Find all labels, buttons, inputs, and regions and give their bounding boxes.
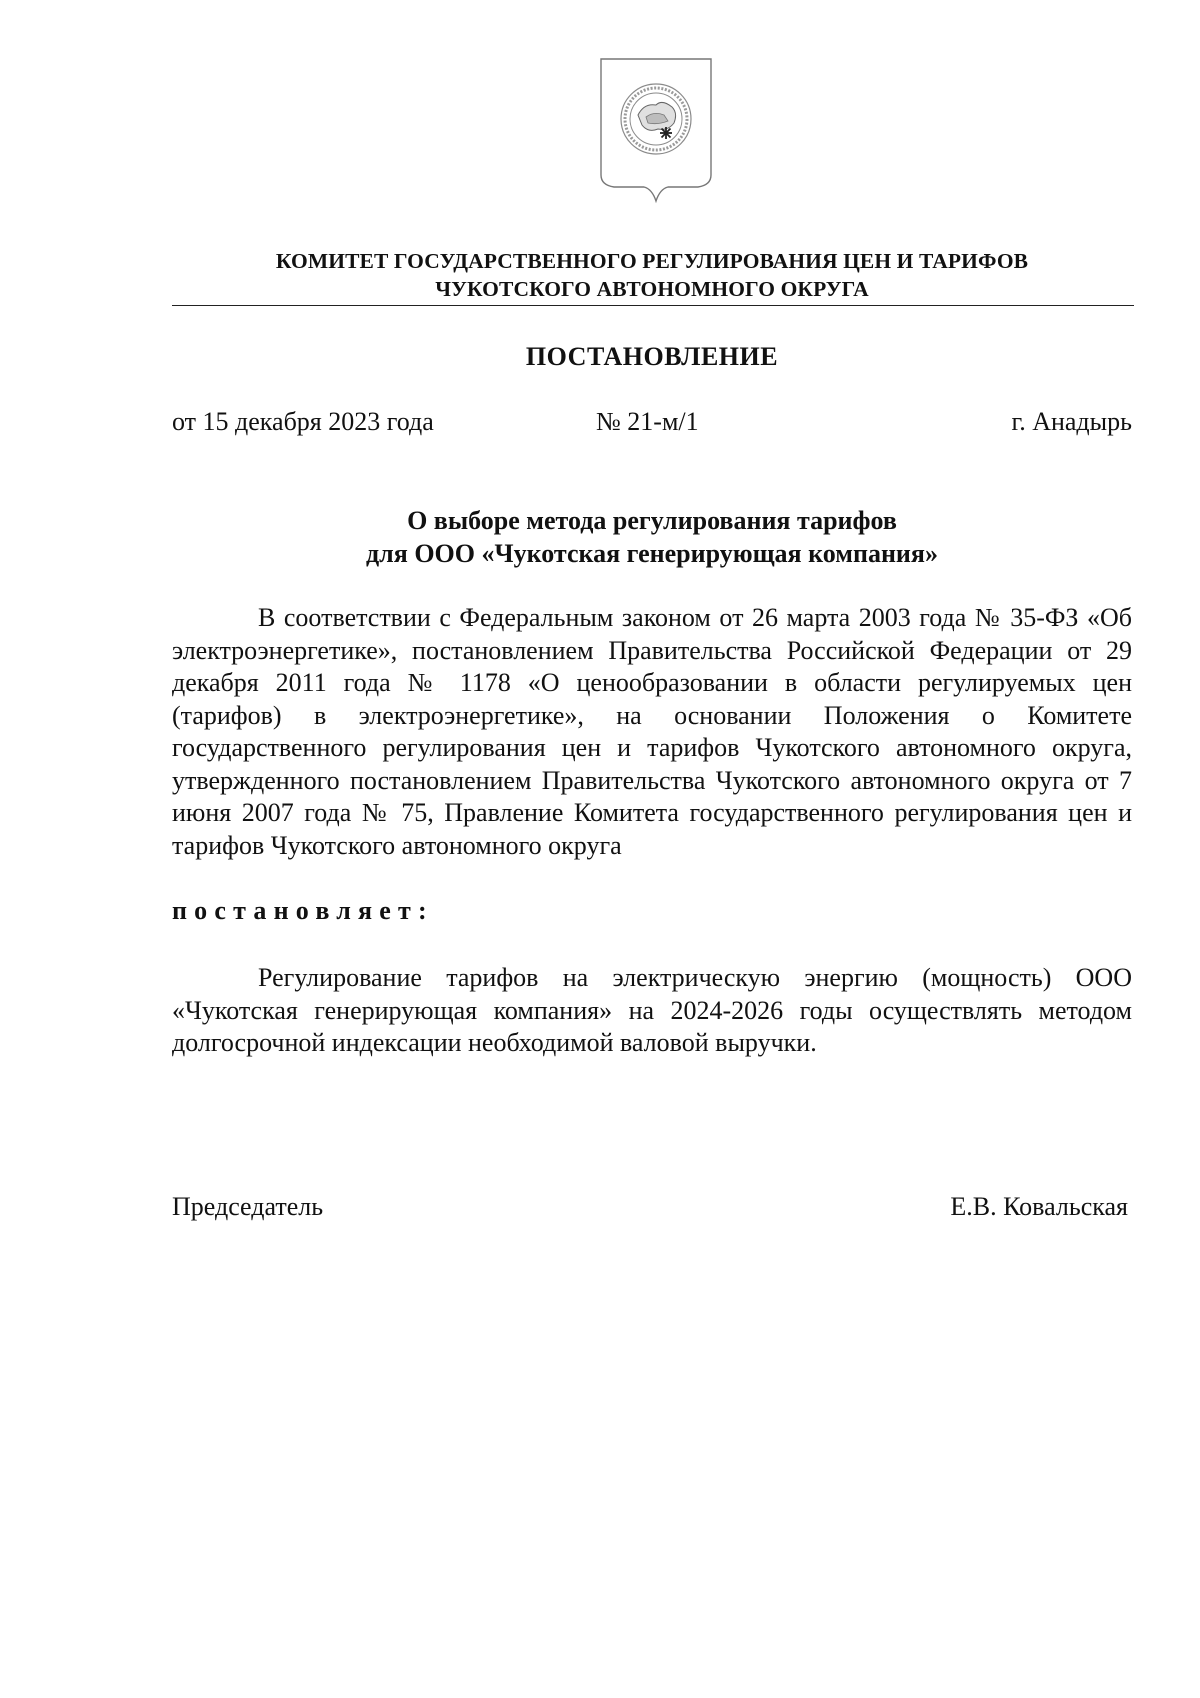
document-number: № 21-м/1	[596, 407, 699, 436]
document-subject-line-2: для ООО «Чукотская генерирующая компания»	[366, 539, 938, 568]
signatory-name: Е.В. Ковальская	[950, 1192, 1128, 1221]
document-date: от 15 декабря 2023 года	[172, 407, 434, 436]
decision-paragraph: Регулирование тарифов на электрическую энергию (мощность) ООО «Чукотская генерирующая компания» на 2024-2026 годы осуществлять методом долгосрочной индексации необходимой валовой выручки.	[172, 963, 1132, 1057]
document-place: г. Анадырь	[1011, 407, 1132, 436]
issuer-heading-line-1: КОМИТЕТ ГОСУДАРСТВЕННОГО РЕГУЛИРОВАНИЯ ЦЕН И ТАРИФОВ	[275, 249, 1029, 273]
document-type-title: ПОСТАНОВЛЕНИЕ	[525, 342, 779, 371]
header-divider	[172, 305, 1134, 306]
issuer-heading	[172, 247, 1132, 303]
document-subject-line-1: О выборе метода регулирования тарифов	[407, 506, 897, 535]
signatory-role: Председатель	[172, 1192, 324, 1221]
preamble-paragraph: В соответствии с Федеральным законом от 26 марта 2003 года № 35-ФЗ «Об электроэнергетике», постановлением Правительства Российской Федерации от 29 декабря 2011 года № 1178 «О ценообразовании в области регулируемых цен (тарифов) в электроэнергетике», на основании Положения о Комитете государственного регулирования цен и тарифов Чукотского автономного округа, утвержденного постановлением Правительства Чукотского автономного округа от 7 июня 2007 года № 75, Правление Комитета государственного регулирования цен и тарифов Чукотского автономного округа	[172, 603, 1132, 860]
resolves-keyword: постановляет:	[172, 896, 434, 925]
coat-of-arms-icon	[598, 57, 714, 205]
issuer-heading-line-2: ЧУКОТСКОГО АВТОНОМНОГО ОКРУГА	[435, 277, 869, 301]
document-subject	[172, 504, 1132, 570]
